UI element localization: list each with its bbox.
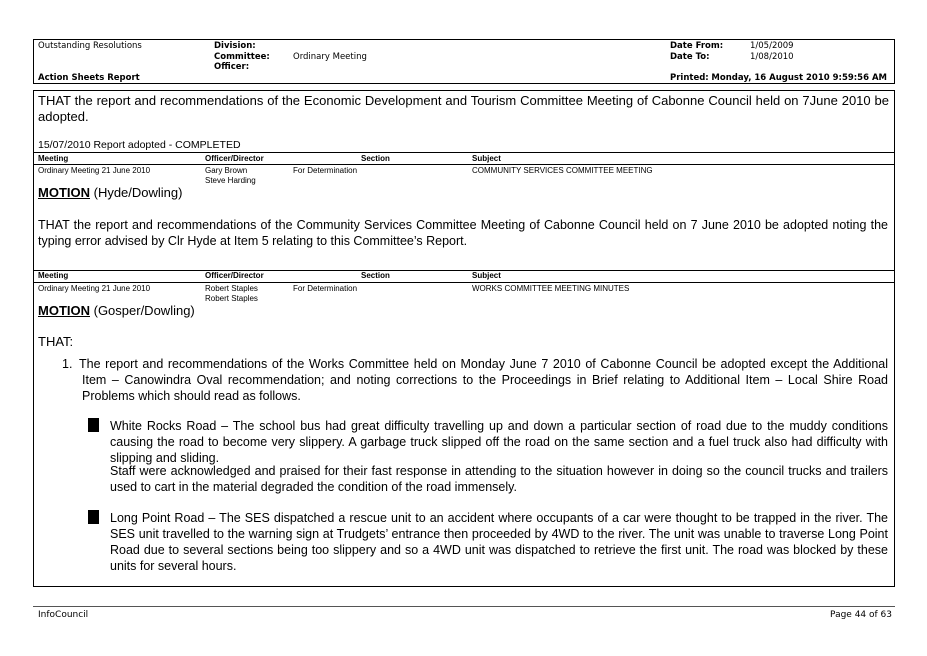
report-type: Outstanding Resolutions xyxy=(38,41,142,51)
item1-text: THAT the report and recommendations of the Community Services Committee Meeting of Cabonne Council held on 7 June 2010 be adopted noting the typing error advised by Clr Hyde at Item 5 relating to this Committee’s Report. xyxy=(38,218,888,248)
col-officer: Officer/Director xyxy=(205,271,264,280)
item2-motion xyxy=(38,303,195,319)
bullet2-text: Long Point Road – The SES dispatched a rescue unit to an accident where occupants of a car were thought to be trapped in the river. The SES unit travelled to the warning sign at Trudgets’ entrance then proceeded by 4WD to the river. The unit was unable to traverse Long Point Road due to several sections being too slippery and so a 4WD unit was dispatched to retrieve the first unit. The road was blocked by these units for several hours. xyxy=(110,511,888,573)
point-number: 1. xyxy=(62,357,73,371)
divider xyxy=(33,152,895,153)
date-to-label: Date To: xyxy=(670,52,710,62)
printed-label: Printed: xyxy=(670,73,709,83)
motion-movers: (Hyde/Dowling) xyxy=(90,185,183,200)
committee-value: Ordinary Meeting xyxy=(293,52,367,62)
date-to-value: 1/08/2010 xyxy=(750,52,794,62)
motion-label: MOTION xyxy=(38,185,90,200)
printed-line xyxy=(670,73,887,83)
report-title: Action Sheets Report xyxy=(38,73,140,83)
footer-page-number: Page 44 of 63 xyxy=(830,610,892,620)
block1-status: 15/07/2010 Report adopted - COMPLETED xyxy=(38,139,241,151)
motion-label: MOTION xyxy=(38,303,90,318)
block1-text: THAT the report and recommendations of the Economic Development and Tourism Committee Meeting of Cabonne Council held on 7June 2010 be adopted. xyxy=(38,93,889,124)
point-text: The report and recommendations of the Works Committee held on Monday June 7 2010 of Cabonne Council be adopted except the Additional Item – Canowindra Oval recommendation; and noting corrections to the Proceedings in Brief relating to Additional Item – Local Shire Road Problems which should read as follows. xyxy=(79,357,888,403)
division-label: Division: xyxy=(214,41,256,51)
item1-officer2: Steve Harding xyxy=(205,176,256,185)
date-from-value: 1/05/2009 xyxy=(750,41,794,51)
footer-left: InfoCouncil xyxy=(38,610,89,620)
col-officer: Officer/Director xyxy=(205,154,264,163)
item2-subject: WORKS COMMITTEE MEETING MINUTES xyxy=(472,284,630,293)
item2-officer2: Robert Staples xyxy=(205,294,258,303)
divider xyxy=(33,270,895,271)
item2-that: THAT: xyxy=(38,334,74,349)
date-from-label: Date From: xyxy=(670,41,724,51)
bullet-square-icon xyxy=(88,510,99,524)
item1-officer1: Gary Brown xyxy=(205,166,248,175)
committee-label: Committee: xyxy=(214,52,270,62)
item1-section: For Determination xyxy=(293,166,358,175)
col-subject: Subject xyxy=(472,154,501,163)
divider xyxy=(33,282,895,283)
motion-movers: (Gosper/Dowling) xyxy=(90,303,195,318)
col-section: Section xyxy=(361,154,390,163)
item2-officer1: Robert Staples xyxy=(205,284,258,293)
col-section: Section xyxy=(361,271,390,280)
bullet1-text: White Rocks Road – The school bus had great difficulty travelling up and down a particular section of road due to the muddy conditions causing the road to become very slippery. A garbage truck slipped off the road on the same section and a fuel truck also had difficulty with slipping and sliding. xyxy=(110,419,888,465)
bullet-square-icon xyxy=(88,418,99,432)
col-subject: Subject xyxy=(472,271,501,280)
col-meeting: Meeting xyxy=(38,154,69,163)
col-meeting: Meeting xyxy=(38,271,69,280)
divider xyxy=(33,164,895,165)
officer-label: Officer: xyxy=(214,62,250,72)
item2-section: For Determination xyxy=(293,284,358,293)
item1-motion xyxy=(38,185,182,201)
footer-divider xyxy=(33,606,895,607)
item2-meeting: Ordinary Meeting 21 June 2010 xyxy=(38,284,151,293)
printed-value: Monday, 16 August 2010 9:59:56 AM xyxy=(711,73,888,83)
item1-meeting: Ordinary Meeting 21 June 2010 xyxy=(38,166,151,175)
item1-subject: COMMUNITY SERVICES COMMITTEE MEETING xyxy=(472,166,653,175)
bullet1-text2: Staff were acknowledged and praised for their fast response in attending to the situation however in doing so the council trucks and trailers used to cart in the material degraded the condition of the road immensely. xyxy=(110,464,888,494)
